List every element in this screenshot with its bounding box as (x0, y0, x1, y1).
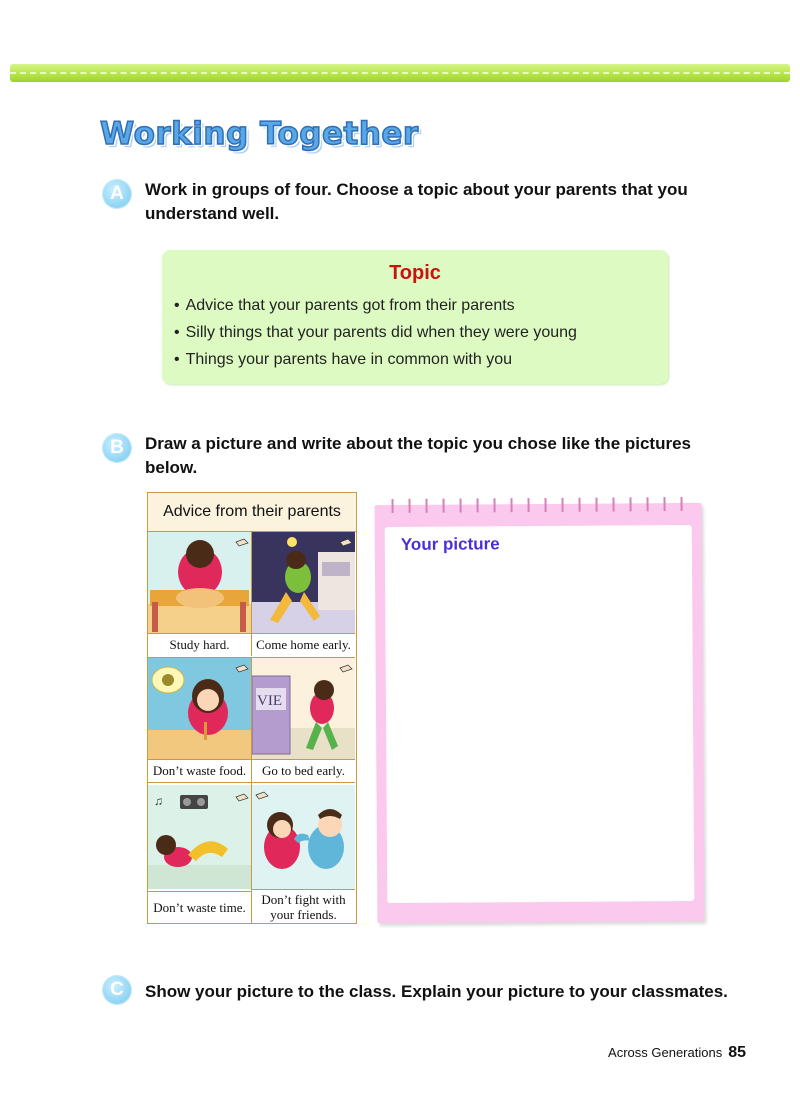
section-a-badge: A (103, 180, 131, 208)
top-ribbon (10, 64, 790, 82)
advice-panel (147, 492, 357, 924)
topic-box (162, 250, 668, 384)
advice-caption: Don’t waste time. (148, 891, 251, 923)
time-illustration (148, 783, 251, 889)
bed-illustration (252, 658, 355, 760)
sign-text: VIE (257, 693, 282, 709)
advice-cell-food (148, 657, 252, 782)
home-illustration (252, 532, 355, 634)
section-b-instruction: Draw a picture and write about the topic you chose like the pictures below. (145, 434, 692, 477)
section-a-instruction: Work in groups of four. Choose a topic about your parents that you understand well. (145, 180, 688, 223)
study-illustration (148, 532, 251, 634)
section-b-badge: B (103, 434, 131, 462)
advice-cell-home (252, 532, 355, 656)
advice-caption: Don’t fight with your friends. (252, 889, 355, 923)
advice-cell-fight (252, 782, 355, 923)
advice-caption: Go to bed early. (252, 759, 355, 782)
advice-caption: Study hard. (148, 633, 251, 656)
page-footer (608, 1044, 746, 1062)
svg-text:♫: ♫ (154, 794, 163, 808)
section-c-instruction: Show your picture to the class. Explain your picture to your classmates. (145, 982, 728, 1001)
notebook (375, 503, 705, 923)
advice-cell-time (148, 782, 252, 923)
page-title: Working Together (100, 116, 419, 152)
topic-item: • Silly things that your parents did when they were young (174, 319, 577, 346)
section-c-badge: C (103, 976, 131, 1004)
topic-item: • Things your parents have in common with you (174, 346, 577, 373)
advice-header: Advice from their parents (148, 493, 356, 532)
topic-title: Topic (389, 262, 441, 284)
chapter-name: Across Generations (608, 1045, 723, 1060)
topic-item: • Advice that your parents got from their parents (174, 292, 577, 319)
food-illustration (148, 658, 251, 760)
notebook-page (385, 525, 695, 903)
notebook-rings (388, 495, 688, 521)
advice-cell-bed (252, 657, 355, 782)
fight-illustration (252, 783, 355, 889)
notebook-title: Your picture (400, 534, 500, 554)
advice-caption: Don’t waste food. (148, 759, 251, 782)
page-number: 85 (728, 1044, 746, 1061)
advice-cell-study (148, 532, 252, 656)
advice-caption: Come home early. (252, 633, 355, 656)
topic-list (174, 292, 577, 373)
